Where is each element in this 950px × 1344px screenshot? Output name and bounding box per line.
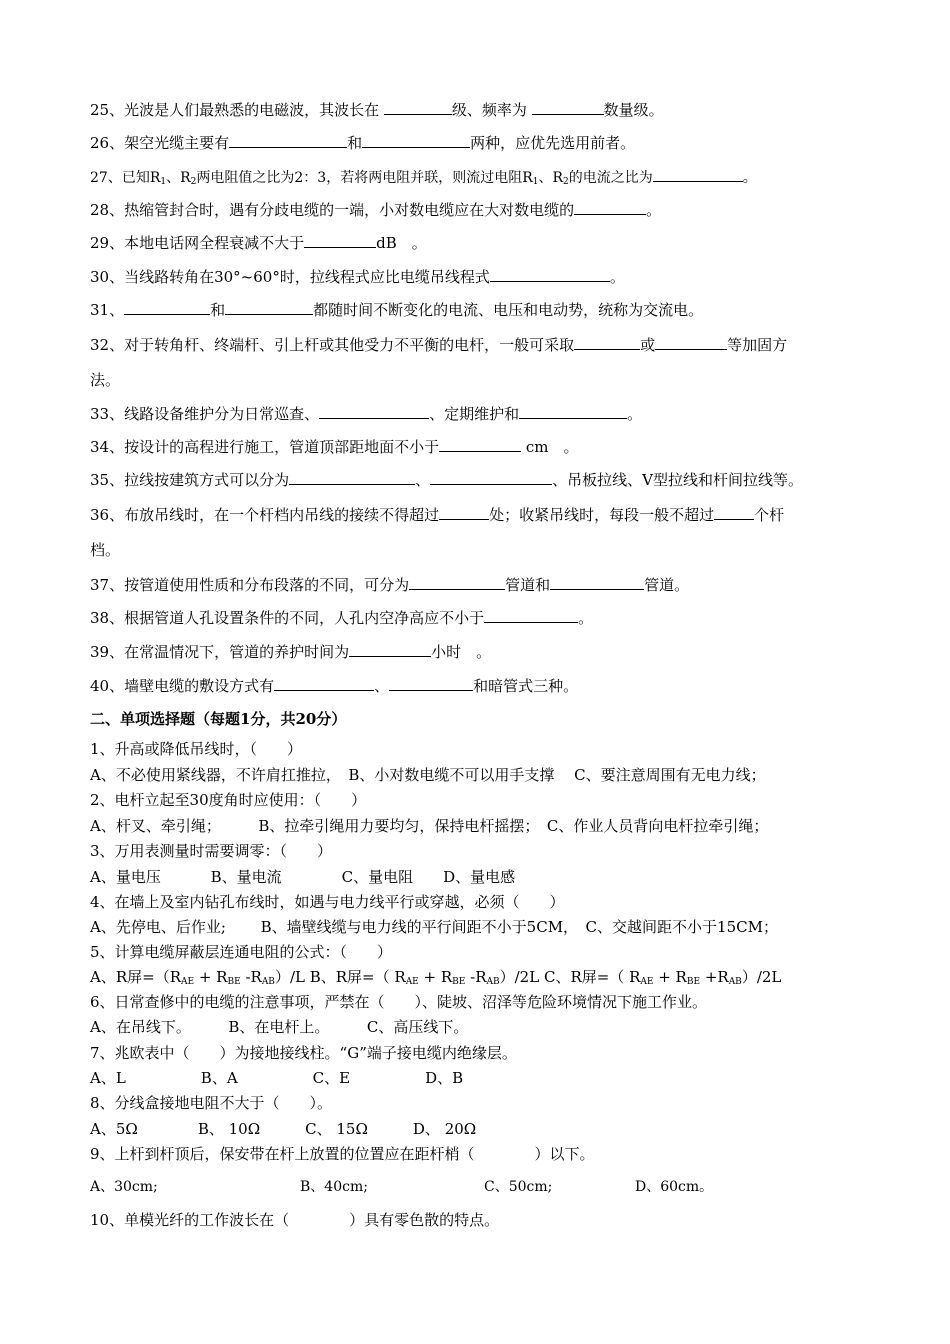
subscript: 2 xyxy=(563,177,569,187)
answer-blank[interactable] xyxy=(389,676,473,691)
choice-question-2: 2、电杆立起至30度角时应使用：（ ） xyxy=(90,791,367,809)
question-34 xyxy=(90,437,579,457)
question-32 xyxy=(90,335,787,355)
question-text: 都随时间不断变化的电流、电压和电动势，统称为交流电。 xyxy=(313,301,704,319)
question-text: 和暗管式三种。 xyxy=(473,677,579,695)
question-37 xyxy=(90,575,689,595)
choice-options-1: A、不必使用紧线器，不许肩扛推拉， B、小对数电缆不可以用手支撑 C、要注意周围有无电力线； xyxy=(90,766,766,784)
section-heading: 二、单项选择题（每题1分，共20分） xyxy=(90,710,347,728)
question-text: 、吊板拉线、V型拉线和杆间拉线等。 xyxy=(552,471,803,489)
question-text: 。 xyxy=(609,268,625,286)
answer-blank[interactable] xyxy=(430,470,552,485)
question-26 xyxy=(90,133,635,153)
question-text: dB 。 xyxy=(376,234,427,252)
answer-blank[interactable] xyxy=(574,335,640,350)
question-text: 管道和 xyxy=(505,576,551,594)
option-a: A、30cm; xyxy=(90,1179,158,1195)
question-text: 、定期维护和 xyxy=(429,405,520,423)
question-text: 数量级。 xyxy=(603,101,664,119)
question-text: 或 xyxy=(640,336,656,354)
question-text: 。 xyxy=(646,201,662,219)
question-text: 级、频率为 xyxy=(451,101,532,119)
question-text: 、 xyxy=(415,471,431,489)
answer-blank[interactable] xyxy=(384,100,452,115)
answer-blank[interactable] xyxy=(124,300,210,315)
question-text: 两电阻值之比为2：3，若将两电阻并联，则流过电阻R xyxy=(196,170,533,186)
answer-blank[interactable] xyxy=(274,676,374,691)
choice-question-8: 8、分线盒接地电阻不大于（ ）。 xyxy=(90,1094,333,1112)
question-text: 28、热缩管封合时，遇有分歧电缆的一端，小对数电缆应在大对数电缆的 xyxy=(90,201,575,219)
option-a: A、R屏$=(R_{AE} + R_{BE}$ $-R_{AB})/L$ xyxy=(90,968,305,987)
question-text: 34、按设计的高程进行施工，管道顶部距地面不小于 xyxy=(90,438,440,456)
answer-blank[interactable] xyxy=(550,575,644,590)
question-text: 管道。 xyxy=(644,576,690,594)
question-text: 29、本地电话网全程衰减不大于 xyxy=(90,234,305,252)
answer-blank[interactable] xyxy=(439,505,489,520)
choice-options-8: A、5Ω B、 10Ω C、 15Ω D、 20Ω xyxy=(90,1120,477,1138)
subscript: 1 xyxy=(160,177,167,187)
question-text: 、R xyxy=(166,170,191,186)
option-d: D、60cm。 xyxy=(635,1179,714,1195)
choice-options-4: A、先停电、后作业; B、墙壁线缆与电力线的平行间距不小于5CM， C、交越间距不小于15CM； xyxy=(90,918,778,936)
question-text: 39、在常温情况下，管道的养护时间为 xyxy=(90,643,350,661)
question-text: 27、已知R xyxy=(90,170,161,186)
question-text: 30、当线路转角在30°~60°时，拉线程式应比电缆吊线程式 xyxy=(90,268,490,286)
answer-blank[interactable] xyxy=(289,470,415,485)
question-text: 等加固方 xyxy=(727,336,788,354)
question-text: 个杆 xyxy=(754,506,785,524)
question-29 xyxy=(90,233,427,253)
question-text: 31、 xyxy=(90,301,125,319)
answer-blank[interactable] xyxy=(319,404,429,419)
choice-question-3: 3、万用表测量时需要调零：（ ） xyxy=(90,842,333,860)
question-text: 、 xyxy=(374,677,390,695)
question-32-cont xyxy=(90,370,120,390)
question-text: 处；收紧吊线时，每段一般不超过 xyxy=(489,506,715,524)
question-text: 26、架空光缆主要有 xyxy=(90,134,230,152)
question-text: 档。 xyxy=(90,541,121,559)
question-28 xyxy=(90,200,661,220)
question-text: 32、对于转角杆、终端杆、引上杆或其他受力不平衡的电杆，一般可采取 xyxy=(90,336,575,354)
question-36 xyxy=(90,505,784,525)
question-text: 和 xyxy=(210,301,226,319)
choice-question-4: 4、在墙上及室内钻孔布线时，如遇与电力线平行或穿越，必须（ ） xyxy=(90,893,565,911)
choice-options-2: A、杆叉、牵引绳； B、拉牵引绳用力要均匀，保持电杆摇摆； C、作业人员背向电杆拉牵引绳； xyxy=(90,817,769,835)
answer-blank[interactable] xyxy=(490,267,610,282)
option-b: B、40cm; xyxy=(300,1179,368,1195)
question-text: 33、线路设备维护分为日常巡查、 xyxy=(90,405,320,423)
choice-options-6: A、在吊线下。 B、在电杆上。 C、高压线下。 xyxy=(90,1018,469,1036)
question-text: 。 xyxy=(742,170,757,186)
answer-blank[interactable] xyxy=(229,133,347,148)
question-27 xyxy=(90,167,757,188)
choice-options-7: A、L B、A C、E D、B xyxy=(90,1069,464,1087)
answer-blank[interactable] xyxy=(655,335,727,350)
question-36-cont xyxy=(90,540,120,560)
choice-question-7: 7、兆欧表中（ ）为接地接线柱。“G”端子接电缆内绝缘层。 xyxy=(90,1044,517,1062)
question-text: 38、根据管道人孔设置条件的不同，人孔内空净高应不小于 xyxy=(90,609,485,627)
option-c: C、R屏=（ $R_{AE} + R_{BE} +R_{AB})/2L$ xyxy=(543,968,782,987)
question-text: 37、按管道使用性质和分布段落的不同，可分为 xyxy=(90,576,410,594)
question-text: cm 。 xyxy=(521,438,579,456)
choice-question-6: 6、日常查修中的电缆的注意事项，严禁在（ ）、陡坡、沼泽等危险环境情况下施工作业。 xyxy=(90,993,708,1011)
question-39 xyxy=(90,642,491,662)
question-text: 小时 。 xyxy=(431,643,492,661)
question-31 xyxy=(90,300,703,320)
question-30 xyxy=(90,267,625,287)
question-40 xyxy=(90,676,578,696)
choice-question-9: 9、上杆到杆顶后，保安带在杆上放置的位置应在距杆梢（ ）以下。 xyxy=(90,1145,595,1163)
question-text: 、R xyxy=(538,170,564,186)
question-text: 36、布放吊线时，在一个杆档内吊线的接续不得超过 xyxy=(90,506,440,524)
choice-question-5: 5、计算电缆屏蔽层连通电阻的公式：（ ） xyxy=(90,943,393,961)
choice-question-1: 1、升高或降低吊线时，（ ） xyxy=(90,740,303,758)
question-text: 两种，应优先选用前者。 xyxy=(470,134,636,152)
question-text: 35、拉线按建筑方式可以分为 xyxy=(90,471,290,489)
question-25 xyxy=(90,100,664,120)
subscript: 2 xyxy=(190,177,197,187)
question-35 xyxy=(90,470,803,490)
answer-blank[interactable] xyxy=(304,233,376,248)
answer-blank[interactable] xyxy=(362,133,470,148)
choice-options-5 xyxy=(90,967,781,987)
question-38 xyxy=(90,608,593,628)
answer-blank[interactable] xyxy=(714,505,754,520)
answer-blank[interactable] xyxy=(439,437,521,452)
answer-blank[interactable] xyxy=(532,100,604,115)
question-text: 40、墙壁电缆的敷设方式有 xyxy=(90,677,275,695)
question-text: 和 xyxy=(347,134,363,152)
answer-blank[interactable] xyxy=(653,167,743,182)
option-c: C、50cm; xyxy=(484,1179,553,1195)
answer-blank[interactable] xyxy=(409,575,505,590)
answer-blank[interactable] xyxy=(225,300,313,315)
question-text: 。 xyxy=(627,405,643,423)
choice-options-3: A、量电压 B、量电流 C、量电阻 D、量电感 xyxy=(90,868,516,886)
question-text: 法。 xyxy=(90,371,121,389)
choice-question-10: 10、单模光纤的工作波长在（ ）具有零色散的特点。 xyxy=(90,1211,500,1229)
option-b: B、R屏=（ $R_{AE} + R_{BE}$ $-R_{AB})/2L$ xyxy=(309,968,540,987)
answer-blank[interactable] xyxy=(484,608,578,623)
answer-blank[interactable] xyxy=(349,642,431,657)
subscript: 1 xyxy=(532,177,539,187)
answer-blank[interactable] xyxy=(519,404,627,419)
question-33 xyxy=(90,404,642,424)
question-text: 。 xyxy=(578,609,594,627)
question-text: 的电流之比为 xyxy=(568,170,653,186)
question-text: 25、光波是人们最熟悉的电磁波，其波长在 xyxy=(90,101,384,119)
answer-blank[interactable] xyxy=(574,200,646,215)
